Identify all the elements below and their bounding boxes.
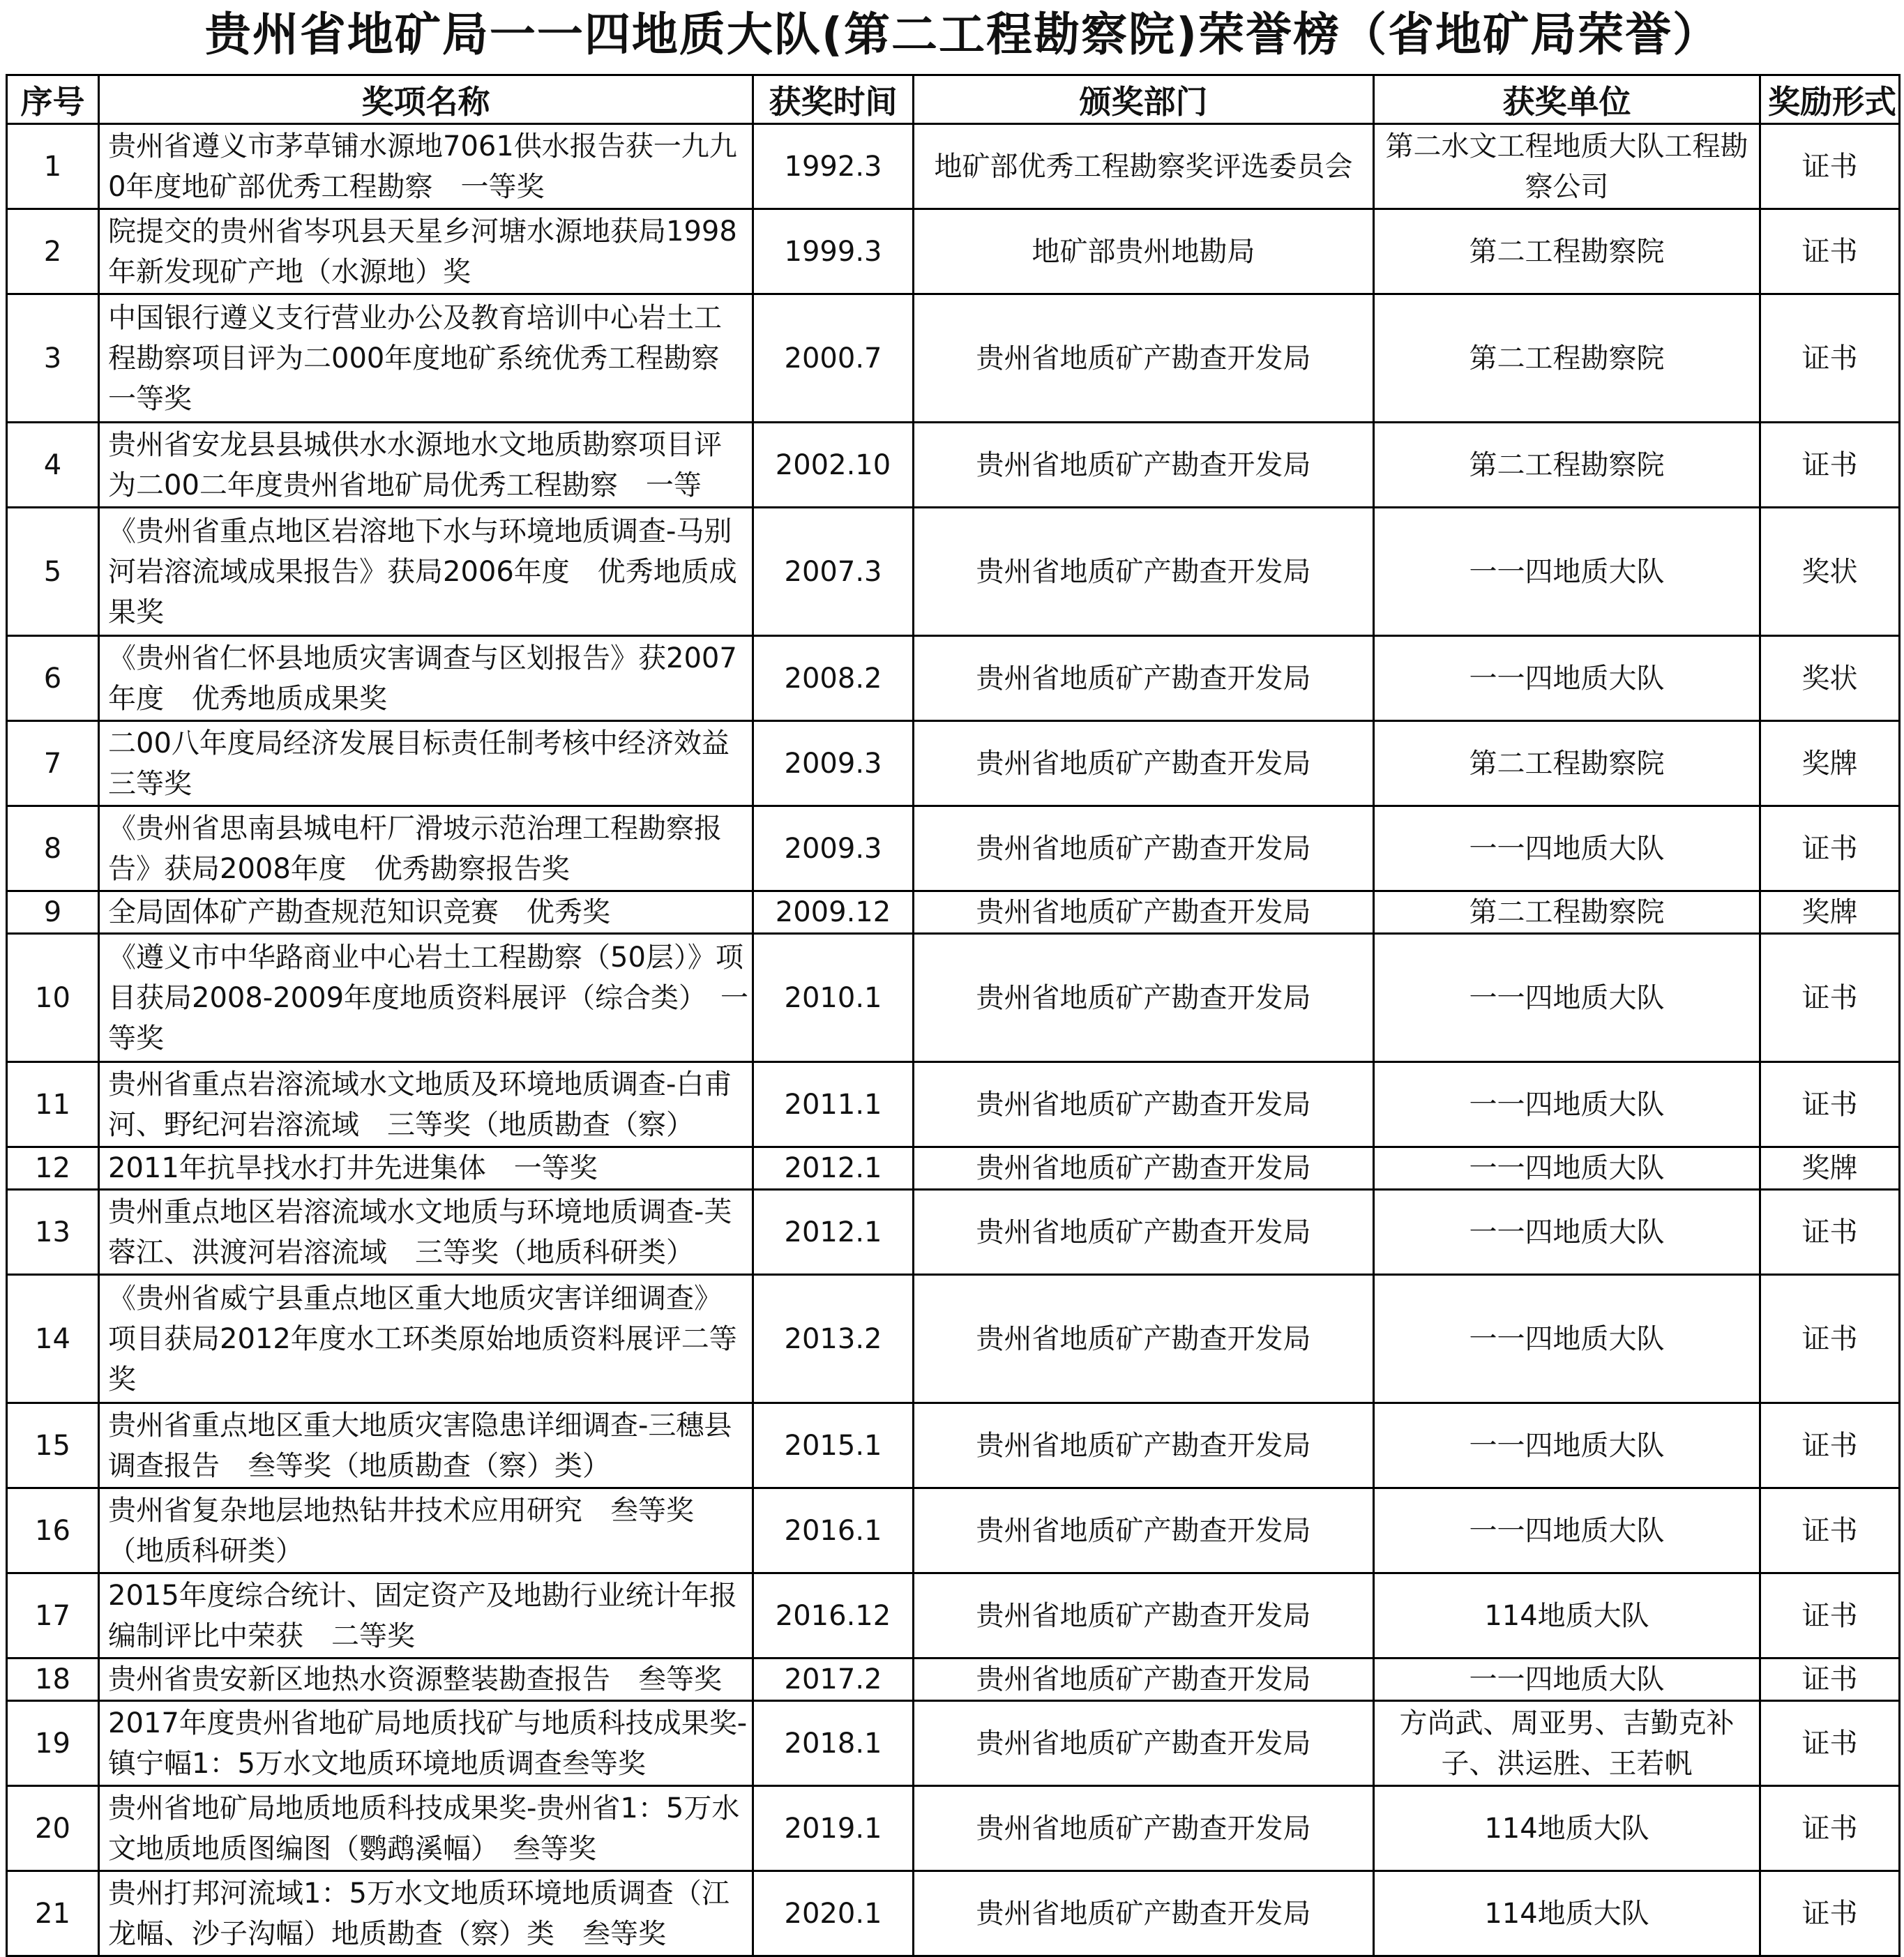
table-row <box>7 1147 1900 1190</box>
cell-time: 1999.3 <box>753 209 914 294</box>
cell-name: 贵州省安龙县县城供水水源地水文地质勘察项目评为二00二年度贵州省地矿局优秀工程勘察 一等 <box>99 423 753 508</box>
cell-dept: 贵州省地质矿产勘查开发局 <box>914 1488 1374 1573</box>
cell-no: 11 <box>7 1062 99 1147</box>
cell-no: 13 <box>7 1190 99 1275</box>
table-row <box>7 423 1900 508</box>
cell-unit: 方尚武、周亚男、吉勤克补子、洪运胜、王若帆 <box>1374 1701 1760 1786</box>
cell-name: 《贵州省重点地区岩溶地下水与环境地质调查-马别河岩溶流域成果报告》获局2006年度 优秀地质成果奖 <box>99 508 753 636</box>
cell-name: 贵州省遵义市茅草铺水源地7061供水报告获一九九0年度地矿部优秀工程勘察 一等奖 <box>99 124 753 209</box>
cell-time: 2017.2 <box>753 1658 914 1701</box>
table-row <box>7 636 1900 721</box>
cell-time: 2011.1 <box>753 1062 914 1147</box>
header-form: 奖励形式 <box>1760 75 1900 124</box>
cell-name: 贵州打邦河流域1：5万水文地质环境地质调查（江龙幅、沙子沟幅）地质勘查（察）类 叁等奖 <box>99 1871 753 1956</box>
cell-name: 贵州省贵安新区地热水资源整装勘查报告 叁等奖 <box>99 1658 753 1701</box>
cell-unit: 第二工程勘察院 <box>1374 891 1760 934</box>
cell-no: 4 <box>7 423 99 508</box>
cell-form: 证书 <box>1760 294 1900 423</box>
cell-dept: 贵州省地质矿产勘查开发局 <box>914 294 1374 423</box>
cell-no: 14 <box>7 1275 99 1403</box>
table-row <box>7 209 1900 294</box>
cell-unit: 114地质大队 <box>1374 1573 1760 1658</box>
cell-time: 2009.3 <box>753 806 914 891</box>
cell-form: 证书 <box>1760 1190 1900 1275</box>
cell-dept: 贵州省地质矿产勘查开发局 <box>914 934 1374 1062</box>
cell-form: 证书 <box>1760 209 1900 294</box>
cell-dept: 贵州省地质矿产勘查开发局 <box>914 636 1374 721</box>
cell-unit: 一一四地质大队 <box>1374 508 1760 636</box>
cell-form: 证书 <box>1760 124 1900 209</box>
table-row <box>7 1488 1900 1573</box>
cell-dept: 贵州省地质矿产勘查开发局 <box>914 508 1374 636</box>
cell-name: 《贵州省思南县城电杆厂滑坡示范治理工程勘察报告》获局2008年度 优秀勘察报告奖 <box>99 806 753 891</box>
cell-name: 全局固体矿产勘查规范知识竞赛 优秀奖 <box>99 891 753 934</box>
cell-no: 7 <box>7 721 99 806</box>
table-row <box>7 1190 1900 1275</box>
cell-dept: 贵州省地质矿产勘查开发局 <box>914 1147 1374 1190</box>
cell-unit: 一一四地质大队 <box>1374 1403 1760 1488</box>
cell-form: 证书 <box>1760 1786 1900 1871</box>
cell-time: 1992.3 <box>753 124 914 209</box>
cell-name: 二00八年度局经济发展目标责任制考核中经济效益 三等奖 <box>99 721 753 806</box>
cell-time: 2008.2 <box>753 636 914 721</box>
cell-dept: 贵州省地质矿产勘查开发局 <box>914 1871 1374 1956</box>
cell-dept: 贵州省地质矿产勘查开发局 <box>914 1190 1374 1275</box>
cell-name: 《遵义市中华路商业中心岩土工程勘察（50层）》项目获局2008-2009年度地质资料展评（综合类） 一等奖 <box>99 934 753 1062</box>
cell-unit: 第二工程勘察院 <box>1374 423 1760 508</box>
cell-name: 2011年抗旱找水打井先进集体 一等奖 <box>99 1147 753 1190</box>
table-row <box>7 1658 1900 1701</box>
cell-name: 2017年度贵州省地矿局地质找矿与地质科技成果奖-镇宁幅1：5万水文地质环境地质调查叁等奖 <box>99 1701 753 1786</box>
cell-form: 奖牌 <box>1760 1147 1900 1190</box>
table-row <box>7 1403 1900 1488</box>
cell-time: 2010.1 <box>753 934 914 1062</box>
cell-no: 12 <box>7 1147 99 1190</box>
cell-name: 贵州省重点地区重大地质灾害隐患详细调查-三穗县调查报告 叁等奖（地质勘查（察）类） <box>99 1403 753 1488</box>
cell-time: 2020.1 <box>753 1871 914 1956</box>
cell-form: 奖牌 <box>1760 721 1900 806</box>
cell-no: 21 <box>7 1871 99 1956</box>
cell-no: 8 <box>7 806 99 891</box>
header-dept: 颁奖部门 <box>914 75 1374 124</box>
table-row <box>7 721 1900 806</box>
table-row <box>7 1786 1900 1871</box>
header-unit: 获奖单位 <box>1374 75 1760 124</box>
cell-no: 18 <box>7 1658 99 1701</box>
cell-name: 中国银行遵义支行营业办公及教育培训中心岩土工程勘察项目评为二000年度地矿系统优秀工程勘察 一等奖 <box>99 294 753 423</box>
table-row <box>7 1062 1900 1147</box>
cell-form: 证书 <box>1760 1062 1900 1147</box>
cell-form: 奖状 <box>1760 636 1900 721</box>
cell-dept: 贵州省地质矿产勘查开发局 <box>914 1062 1374 1147</box>
cell-time: 2002.10 <box>753 423 914 508</box>
cell-form: 奖牌 <box>1760 891 1900 934</box>
table-row <box>7 294 1900 423</box>
cell-unit: 一一四地质大队 <box>1374 806 1760 891</box>
cell-unit: 一一四地质大队 <box>1374 1658 1760 1701</box>
cell-no: 17 <box>7 1573 99 1658</box>
cell-dept: 贵州省地质矿产勘查开发局 <box>914 721 1374 806</box>
header-time: 获奖时间 <box>753 75 914 124</box>
table-row <box>7 806 1900 891</box>
cell-name: 贵州省地矿局地质地质科技成果奖-贵州省1：5万水文地质地质图编图（鹦鹉溪幅） 叁等奖 <box>99 1786 753 1871</box>
cell-time: 2016.12 <box>753 1573 914 1658</box>
cell-name: 院提交的贵州省岑巩县天星乡河塘水源地获局1998年新发现矿产地（水源地）奖 <box>99 209 753 294</box>
cell-time: 2009.12 <box>753 891 914 934</box>
page-title: 贵州省地矿局一一四地质大队(第二工程勘察院)荣誉榜（省地矿局荣誉） <box>204 8 1721 61</box>
cell-dept: 贵州省地质矿产勘查开发局 <box>914 1701 1374 1786</box>
cell-time: 2000.7 <box>753 294 914 423</box>
cell-form: 证书 <box>1760 1275 1900 1403</box>
cell-unit: 114地质大队 <box>1374 1786 1760 1871</box>
cell-form: 证书 <box>1760 423 1900 508</box>
cell-dept: 贵州省地质矿产勘查开发局 <box>914 423 1374 508</box>
cell-dept: 贵州省地质矿产勘查开发局 <box>914 1573 1374 1658</box>
cell-no: 10 <box>7 934 99 1062</box>
cell-no: 5 <box>7 508 99 636</box>
cell-name: 贵州省复杂地层地热钻井技术应用研究 叁等奖（地质科研类） <box>99 1488 753 1573</box>
cell-form: 奖状 <box>1760 508 1900 636</box>
table-row <box>7 934 1900 1062</box>
cell-unit: 一一四地质大队 <box>1374 1190 1760 1275</box>
cell-no: 15 <box>7 1403 99 1488</box>
cell-unit: 一一四地质大队 <box>1374 934 1760 1062</box>
cell-unit: 第二工程勘察院 <box>1374 721 1760 806</box>
cell-dept: 贵州省地质矿产勘查开发局 <box>914 806 1374 891</box>
cell-unit: 第二工程勘察院 <box>1374 294 1760 423</box>
cell-name: 贵州省重点岩溶流域水文地质及环境地质调查-白甫河、野纪河岩溶流域 三等奖（地质勘查（察） <box>99 1062 753 1147</box>
cell-unit: 114地质大队 <box>1374 1871 1760 1956</box>
cell-unit: 一一四地质大队 <box>1374 1488 1760 1573</box>
cell-time: 2019.1 <box>753 1786 914 1871</box>
table-row <box>7 124 1900 209</box>
cell-name: 贵州重点地区岩溶流域水文地质与环境地质调查-芙蓉江、洪渡河岩溶流域 三等奖（地质科研类） <box>99 1190 753 1275</box>
cell-unit: 一一四地质大队 <box>1374 1147 1760 1190</box>
cell-no: 6 <box>7 636 99 721</box>
honor-table <box>6 74 1901 1957</box>
header-no: 序号 <box>7 75 99 124</box>
cell-name: 《贵州省威宁县重点地区重大地质灾害详细调查》项目获局2012年度水工环类原始地质资料展评二等奖 <box>99 1275 753 1403</box>
cell-form: 证书 <box>1760 1658 1900 1701</box>
table-row <box>7 1871 1900 1956</box>
cell-form: 证书 <box>1760 1573 1900 1658</box>
cell-dept: 贵州省地质矿产勘查开发局 <box>914 1658 1374 1701</box>
cell-no: 20 <box>7 1786 99 1871</box>
cell-no: 19 <box>7 1701 99 1786</box>
cell-time: 2012.1 <box>753 1147 914 1190</box>
cell-no: 9 <box>7 891 99 934</box>
table-row <box>7 1573 1900 1658</box>
cell-no: 2 <box>7 209 99 294</box>
table-row <box>7 891 1900 934</box>
cell-form: 证书 <box>1760 1701 1900 1786</box>
cell-unit: 一一四地质大队 <box>1374 1275 1760 1403</box>
cell-form: 证书 <box>1760 934 1900 1062</box>
cell-dept: 贵州省地质矿产勘查开发局 <box>914 1275 1374 1403</box>
cell-time: 2007.3 <box>753 508 914 636</box>
cell-time: 2012.1 <box>753 1190 914 1275</box>
cell-name: 2015年度综合统计、固定资产及地勘行业统计年报编制评比中荣获 二等奖 <box>99 1573 753 1658</box>
cell-dept: 贵州省地质矿产勘查开发局 <box>914 1786 1374 1871</box>
table-row <box>7 1701 1900 1786</box>
cell-form: 证书 <box>1760 1488 1900 1573</box>
cell-time: 2015.1 <box>753 1403 914 1488</box>
header-name: 奖项名称 <box>99 75 753 124</box>
cell-dept: 贵州省地质矿产勘查开发局 <box>914 891 1374 934</box>
cell-unit: 第二水文工程地质大队工程勘察公司 <box>1374 124 1760 209</box>
table-row <box>7 1275 1900 1403</box>
cell-time: 2009.3 <box>753 721 914 806</box>
cell-dept: 地矿部优秀工程勘察奖评选委员会 <box>914 124 1374 209</box>
cell-name: 《贵州省仁怀县地质灾害调查与区划报告》获2007年度 优秀地质成果奖 <box>99 636 753 721</box>
cell-unit: 一一四地质大队 <box>1374 636 1760 721</box>
cell-no: 3 <box>7 294 99 423</box>
table-row <box>7 508 1900 636</box>
cell-time: 2018.1 <box>753 1701 914 1786</box>
header-row <box>7 75 1900 124</box>
cell-dept: 地矿部贵州地勘局 <box>914 209 1374 294</box>
cell-dept: 贵州省地质矿产勘查开发局 <box>914 1403 1374 1488</box>
cell-unit: 第二工程勘察院 <box>1374 209 1760 294</box>
cell-no: 1 <box>7 124 99 209</box>
cell-form: 证书 <box>1760 806 1900 891</box>
cell-time: 2016.1 <box>753 1488 914 1573</box>
cell-time: 2013.2 <box>753 1275 914 1403</box>
cell-unit: 一一四地质大队 <box>1374 1062 1760 1147</box>
cell-form: 证书 <box>1760 1403 1900 1488</box>
cell-form: 证书 <box>1760 1871 1900 1956</box>
cell-no: 16 <box>7 1488 99 1573</box>
